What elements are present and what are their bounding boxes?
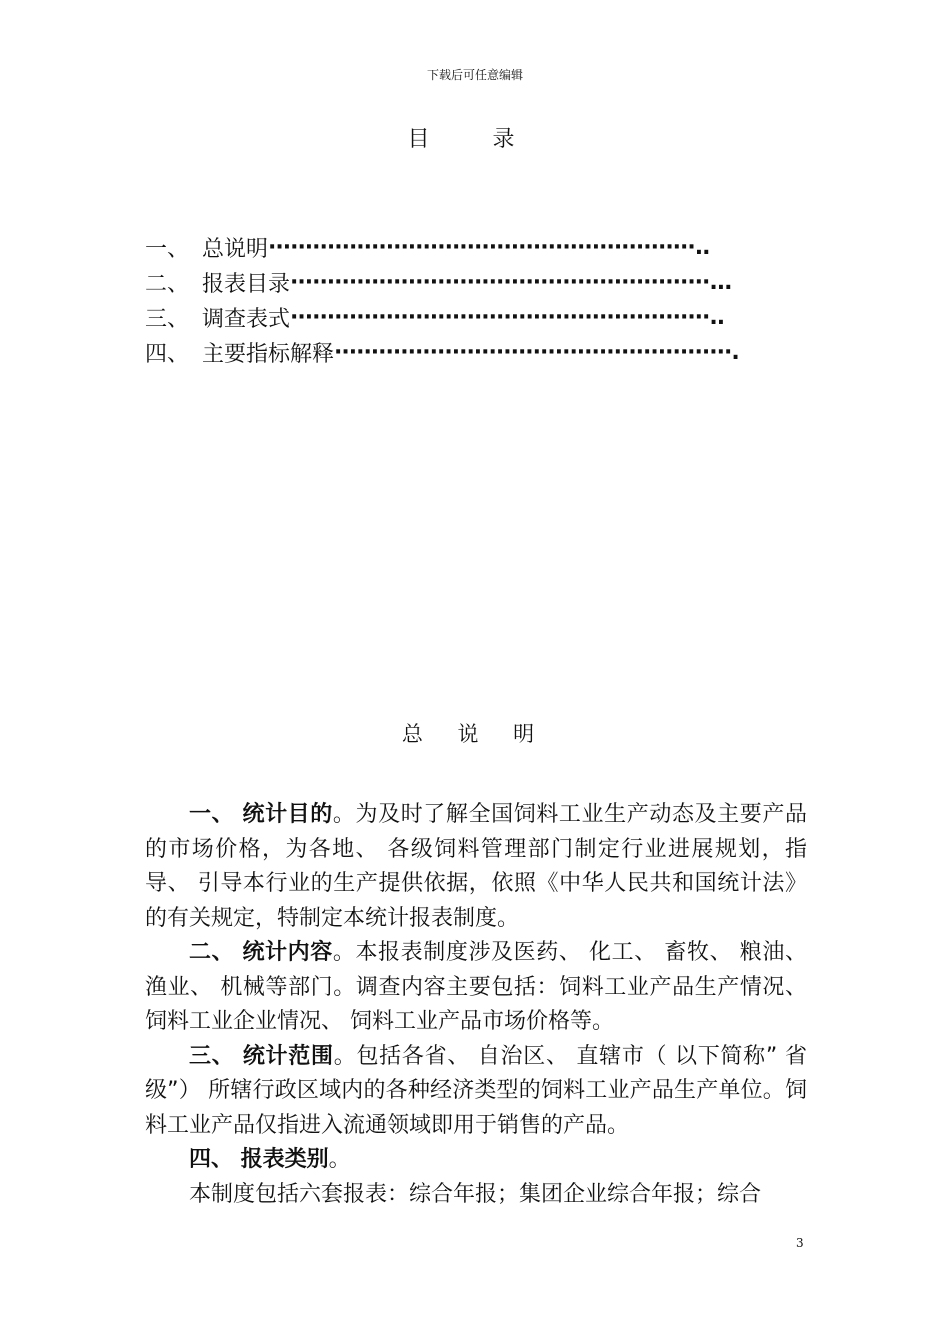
paragraph xyxy=(145,798,807,936)
table-of-contents xyxy=(145,230,795,370)
toc-item-label: 调查表式 xyxy=(202,307,291,332)
toc-item[interactable] xyxy=(145,300,795,335)
toc-leader-dots: ·························································... xyxy=(290,270,732,295)
paragraph xyxy=(145,1178,807,1213)
toc-title: 目 录 xyxy=(407,127,543,152)
paragraph xyxy=(145,936,807,1040)
toc-leader-dots: ··························································.. xyxy=(268,235,710,260)
paragraph-text: 。为及时了解全国饲料工业生产动态及主要产品的市场价格，为各地、 各级饲料管理部门制定行业进展规划，指导、 引导本行业的生产提供依据，依照《中华人民共和国统计法》的有关规定，特制定本统计报表制度。 xyxy=(145,802,807,931)
paragraph-lead: 四、 报表类别 xyxy=(189,1147,329,1172)
toc-item[interactable] xyxy=(145,335,795,370)
paragraph-lead: 三、 统计范围 xyxy=(189,1043,334,1069)
paragraph-text: 。本报表制度涉及医药、 化工、 畜牧、 粮油、 渔业、 机械等部门。调查内容主要包括：饲料工业产品生产情况、 饲料工业企业情况、 饲料工业产品市场价格等。 xyxy=(145,940,807,1034)
paragraph-text: 。 xyxy=(328,1147,351,1172)
toc-item-label: 总说明 xyxy=(202,237,269,262)
toc-item-number: 四、 xyxy=(145,342,190,367)
paragraph-lead: 二、 统计内容 xyxy=(189,940,333,965)
paragraph-text: 。包括各省、 自治区、 直辖市（ 以下简称” 省级”） 所辖行政区域内的各种经济类型的饲料工业产品生产单位。饲料工业产品仅指进入流通领域即用于销售的产品。 xyxy=(145,1043,807,1138)
toc-item-number: 三、 xyxy=(145,307,190,332)
toc-item-label: 主要指标解释 xyxy=(202,342,335,367)
section-body xyxy=(145,798,807,1212)
toc-item[interactable] xyxy=(145,230,795,265)
paragraph xyxy=(145,1040,807,1144)
paragraph-text: 本制度包括六套报表：综合年报；集团企业综合年报；综合 xyxy=(189,1181,762,1207)
toc-leader-dots: ······················································. xyxy=(334,340,739,365)
toc-item[interactable] xyxy=(145,265,795,300)
page-number: 3 xyxy=(796,1236,804,1250)
toc-item-number: 二、 xyxy=(145,272,190,297)
paragraph xyxy=(145,1143,807,1178)
paragraph-lead: 一、 统计目的 xyxy=(189,802,333,827)
page-header: 下载后可任意编辑 xyxy=(426,68,523,82)
toc-item-label: 报表目录 xyxy=(202,272,291,297)
section-title: 总 说 明 xyxy=(401,722,549,746)
toc-leader-dots: ·························································.. xyxy=(290,305,725,330)
toc-item-number: 一、 xyxy=(145,237,190,262)
